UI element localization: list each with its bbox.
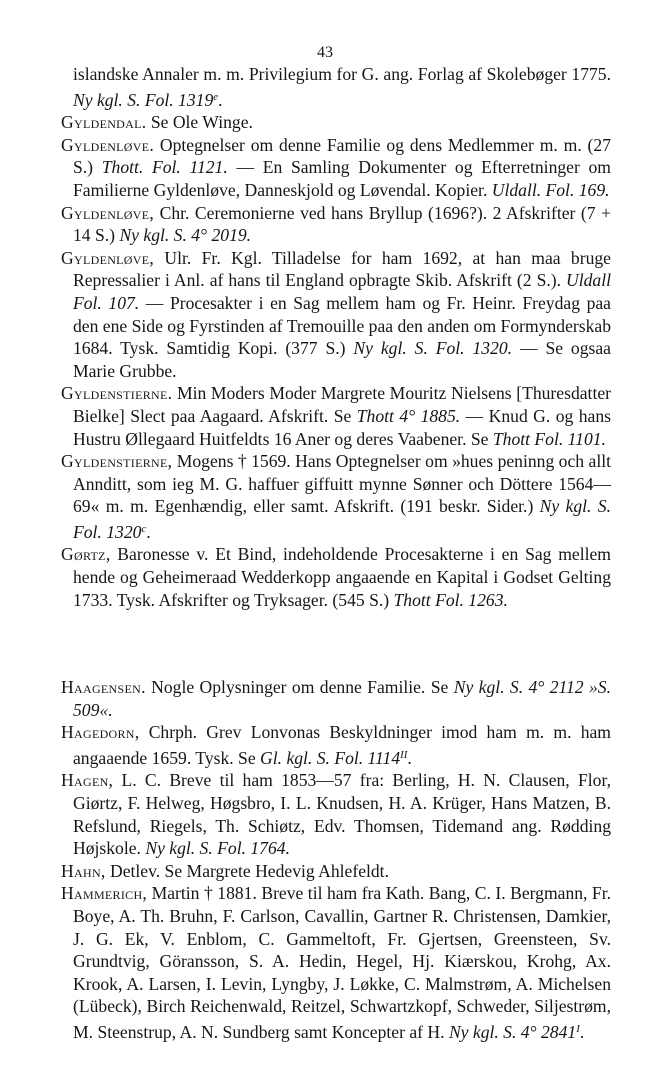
shelfmark-reference: Thott Fol. 1263.: [393, 589, 508, 610]
shelfmark-reference: Thott. Fol. 1121.: [101, 157, 228, 178]
entries-list-g: [61, 111, 611, 611]
entry-text: .: [146, 521, 151, 542]
shelfmark-reference: Gl. kgl. S. Fol. 1114: [260, 747, 401, 768]
entry-text: Mogens † 1569. Hans Optegnelser om »hues peninng och allt Annditt, som ieg M. G. haffuer giffuitt mynne Sønner och Döttere 1564—69« m. m. Egenhændig, eller samt. Afskrift. (191 beskr. Sider.): [73, 451, 611, 517]
entry-heading: Hahn,: [61, 860, 106, 881]
continued-entry: [61, 63, 611, 111]
register-entry: [61, 721, 611, 769]
register-entry: [61, 676, 611, 721]
register-entry: [61, 860, 611, 883]
register-section-g: [61, 63, 611, 611]
entry-heading: Hagen,: [61, 770, 114, 791]
entry-text: .: [407, 747, 412, 768]
entry-text: .: [579, 1021, 585, 1042]
shelfmark-superscript: I: [576, 1022, 580, 1035]
register-entry: [61, 111, 611, 134]
entry-text: Baronesse v. Et Bind, indeholdende Procesakterne i en Sag mellem hende og Geheimeraad Wedderkopp angaaende en Kapital i Godset Gelting 1733. Tysk. Afskrifter og Tryksager. (545 S.): [73, 544, 611, 610]
entry-text: Chrph. Grev Lonvonas Beskyldninger imod ham m. m. ham angaaende 1659. Tysk. Se: [73, 722, 611, 768]
entry-text: — Procesakter i en Sag mellem ham og Fr. Heinr. Freydag paa den ene Side og Fyrstinden af Tremouille paa den anden om Formynderskab 1684. Tysk. Samtidig Kopi. (377 S.): [73, 292, 611, 359]
entry-text: — Knud G. og hans Hustru Øllegaard Huitfeldts 16 Aner og deres Vaabener. Se: [73, 405, 611, 449]
register-section-h: [61, 676, 611, 1044]
register-entry: [61, 202, 611, 247]
shelfmark-reference: Uldall Fol. 107.: [73, 270, 611, 313]
entry-text: Optegnelser om denne Familie og dens Medlemmer m. m. (27 S.): [73, 134, 611, 178]
register-entry: [61, 247, 611, 383]
shelfmark-superscript: c: [141, 522, 147, 535]
register-entry: [61, 882, 611, 1043]
shelfmark-reference: Thott 4° 1885.: [356, 405, 461, 426]
entry-text: L. C. Breve til ham 1853—57 fra: Berling, H. N. Clausen, Flor, Giørtz, F. Helweg, Høgsbro, I. L. Knudsen, H. A. Krüger, Hans Matzen, B. Refslund, Riegels, Th. Schiøtz, Edv. Thomsen, Tidemand ang. Rødding Højskole.: [73, 770, 611, 859]
register-entry: [61, 382, 611, 450]
entry-text: — Se ogsaa Marie Grubbe.: [73, 338, 611, 381]
continued-reference-superscript: e: [213, 90, 219, 103]
shelfmark-superscript: II: [400, 748, 408, 761]
entry-text: Nogle Oplysninger om denne Familie. Se: [145, 677, 454, 697]
entry-heading: Gyldenstierne,: [61, 451, 173, 472]
entry-text: Min Moders Moder Margrete Mouritz Nielsens [Thuresdatter Bielke] Slect paa Aagaard. Afskrift. Se: [73, 383, 611, 426]
entry-text: — En Samling Dokumenter og Efterretninger om Familierne Gyldenløve, Danneskjold og Løvendal. Kopier.: [73, 157, 611, 200]
entry-heading: Haagensen.: [61, 677, 146, 697]
entry-text: Ulr. Fr. Kgl. Tilladelse for ham 1692, at han maa bruge Repressalier i Anl. af hans til England opbragte Skib. Afskrift (2 S.).: [73, 247, 611, 291]
shelfmark-reference: Ny kgl. S. Fol. 1320.: [353, 338, 513, 359]
register-entry: [61, 769, 611, 859]
shelfmark-reference: Uldall. Fol. 169.: [491, 179, 610, 200]
shelfmark-reference: Ny kgl. S. 4° 2112 »S. 509«.: [73, 677, 611, 720]
continued-text: islandske Annaler m. m. Privilegium for G. ang. Forlag af Skolebøger 1775.: [73, 64, 611, 84]
entry-heading: Hagedorn,: [61, 722, 140, 743]
continued-reference: Ny kgl. S. Fol. 1319: [73, 89, 214, 110]
entry-text: Chr. Ceremonierne ved hans Bryllup (1696?). 2 Afskrifter (7 + 14 S.): [73, 202, 611, 246]
entry-heading: Gørtz,: [61, 544, 111, 565]
page-number: 43: [317, 44, 333, 61]
entry-heading: Gyldenstierne.: [61, 383, 173, 404]
register-entry: [61, 450, 611, 543]
continued-end: .: [218, 89, 223, 110]
entry-heading: Gyldendal.: [61, 112, 147, 133]
shelfmark-reference: Ny kgl. S. 4° 2019.: [119, 225, 252, 246]
entry-text: Martin † 1881. Breve til ham fra Kath. Bang, C. I. Bergmann, Fr. Boye, A. Th. Bruhn, F. Carlson, Cavallin, Gartner R. Christensen, Damkier, J. G. Ek, V. Enblom, C. Gammeltoft, Fr. Gjertsen, Greensteen, Sv. Grundtvig, Göransson, S. A. Hedin, Hegel, Hj. Kiærskou, Krohg, Ax. Krook, A. Larsen, I. Levin, Lyngby, J. Løkke, C. Malmstrøm, A. Michelsen (Lübeck), Birch Reichenwald, Reitzel, Schwartzkopf, Schweder, Siljestrøm, M. Steenstrup, A. N. Sundberg samt Koncepter af H.: [73, 883, 611, 1042]
register-entry: [61, 543, 611, 611]
entry-heading: Hammerich,: [61, 883, 148, 904]
entry-heading: Gyldenløve,: [61, 247, 155, 268]
entry-text: Se Ole Winge.: [146, 112, 253, 133]
shelfmark-reference: Thott Fol. 1101.: [492, 428, 606, 449]
shelfmark-reference: Ny kgl. S. Fol. 1320: [73, 496, 611, 542]
entries-list-h: [61, 676, 611, 1044]
shelfmark-reference: Ny kgl. S. 4° 2841: [448, 1021, 577, 1042]
register-entry: [61, 134, 611, 202]
entry-heading: Gyldenløve.: [61, 134, 155, 155]
shelfmark-reference: Ny kgl. S. Fol. 1764.: [145, 838, 290, 859]
entry-text: Detlev. Se Margrete Hedevig Ahlefeldt.: [105, 860, 389, 881]
entry-heading: Gyldenløve,: [61, 202, 155, 223]
